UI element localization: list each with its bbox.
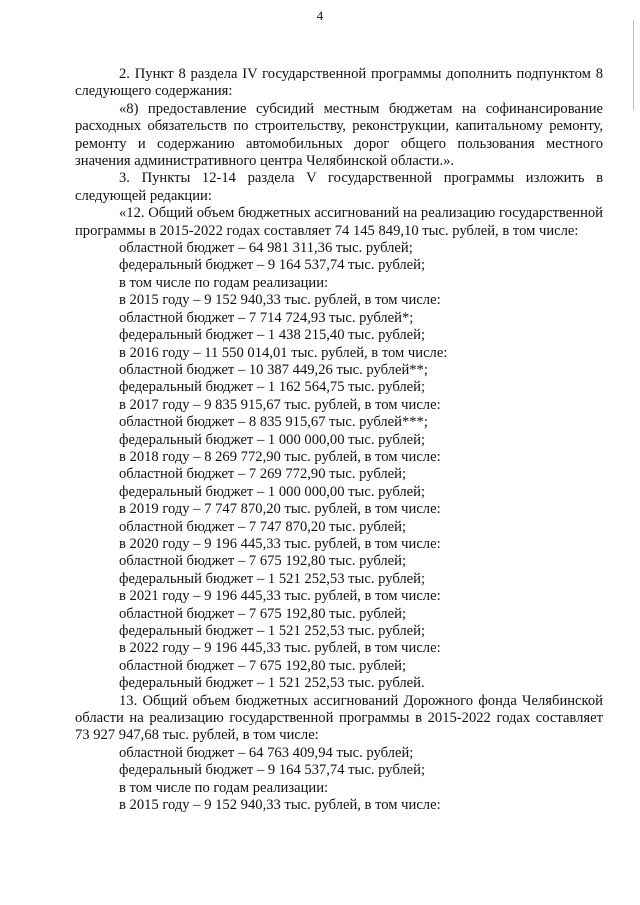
budget-list-13 [75,745,603,815]
budget-line: областной бюджет – 10 387 449,26 тыс. рублей**; [119,361,428,378]
paragraph-item-2: 2. Пункт 8 раздела IV государственной программы дополнить подпунктом 8 следующего содержания: [75,66,603,100]
budget-line: федеральный бюджет – 1 162 564,75 тыс. рублей; [119,379,426,396]
budget-list-12 [75,240,603,693]
budget-line: областной бюджет – 64 763 409,94 тыс. рублей; [119,744,414,761]
budget-line: федеральный бюджет – 9 164 537,74 тыс. рублей; [119,257,426,274]
budget-line: в том числе по годам реализации: [119,779,329,796]
budget-line: областной бюджет – 8 835 915,67 тыс. рублей***; [119,414,428,431]
paragraph-item-3: 3. Пункты 12-14 раздела V государственной программы изложить в следующей редакции: [75,170,603,204]
paragraph-point-12: «12. Общий объем бюджетных ассигнований на реализацию государственной программы в 2015-2022 годах составляет 74 145 849,10 тыс. рублей, в том числе: [75,205,603,239]
budget-line: в 2017 году – 9 835 915,67 тыс. рублей, в том числе: [119,396,441,413]
budget-line: в том числе по годам реализации: [119,274,329,291]
budget-line: областной бюджет – 64 981 311,36 тыс. рублей; [119,240,413,257]
budget-line: федеральный бюджет – 9 164 537,74 тыс. рублей; [119,762,426,779]
scan-edge-line [633,20,634,110]
budget-line: областной бюджет – 7 747 870,20 тыс. рублей; [119,518,407,535]
paragraph-point-13: 13. Общий объем бюджетных ассигнований Дорожного фонда Челябинской области на реализацию государственной программы в 2015-2022 годах составляет 73 927 947,68 тыс. рублей, в том числе: [75,692,603,744]
budget-line: в 2016 году – 11 550 014,01 тыс. рублей, в том числе: [119,344,448,361]
budget-line: в 2015 году – 9 152 940,33 тыс. рублей, в том числе: [119,292,441,309]
budget-line: областной бюджет – 7 675 192,80 тыс. рублей; [119,553,407,570]
budget-line: федеральный бюджет – 1 521 252,53 тыс. рублей; [119,623,426,639]
budget-line: федеральный бюджет – 1 521 252,53 тыс. рублей; [119,570,426,587]
paragraph-subitem-8: «8) предоставление субсидий местным бюджетам на софинансирование расходных обязательств по строительству, реконструкции, капитальному ремонту, ремонту и содержанию автомобильных дорог общего пользования местного значения административного центра Челябинской области.». [75,100,603,170]
page-number: 4 [316,8,324,23]
budget-line: в 2020 году – 9 196 445,33 тыс. рублей, в том числе: [119,535,441,552]
document-body [75,66,603,814]
budget-line: в 2015 году – 9 152 940,33 тыс. рублей, в том числе: [119,797,441,814]
budget-line: федеральный бюджет – 1 521 252,53 тыс. рублей. [119,675,425,692]
budget-line: федеральный бюджет – 1 000 000,00 тыс. рублей; [119,431,426,448]
budget-line: в 2022 году – 9 196 445,33 тыс. рублей, в том числе: [119,640,441,657]
budget-line: областной бюджет – 7 714 724,93 тыс. рублей*; [119,309,414,326]
budget-line: областной бюджет – 7 675 192,80 тыс. рублей; [119,657,407,674]
budget-line: областной бюджет – 7 269 772,90 тыс. рублей; [119,466,407,483]
budget-line: областной бюджет – 7 675 192,80 тыс. рублей; [119,605,407,622]
budget-line: федеральный бюджет – 1 438 215,40 тыс. рублей; [119,327,426,344]
budget-line: федеральный бюджет – 1 000 000,00 тыс. рублей; [119,483,426,500]
budget-line: в 2018 году – 8 269 772,90 тыс. рублей, в том числе: [119,448,441,465]
budget-line: в 2019 году – 7 747 870,20 тыс. рублей, в том числе: [119,501,441,518]
budget-line: в 2021 году – 9 196 445,33 тыс. рублей, в том числе: [119,588,441,605]
